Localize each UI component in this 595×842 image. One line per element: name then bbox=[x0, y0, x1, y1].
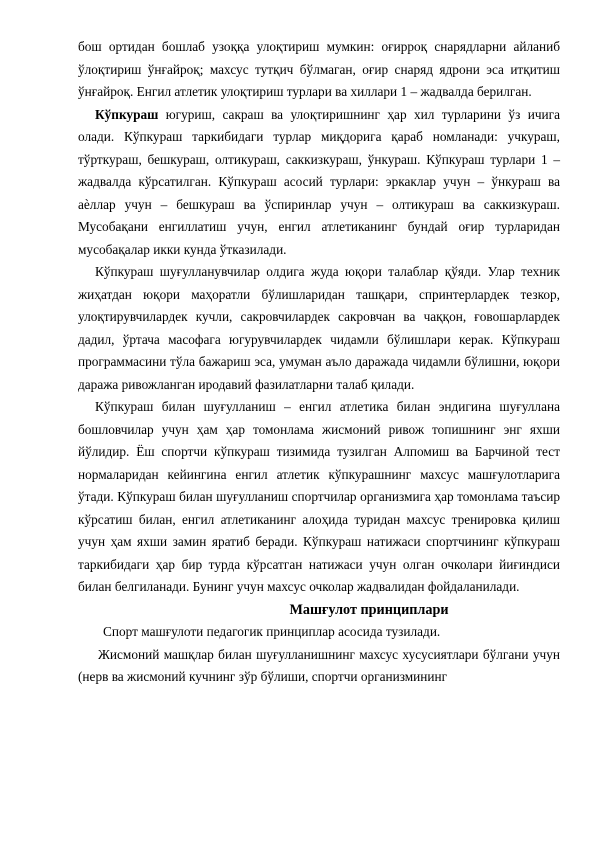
section-heading: Машғулот принциплари bbox=[289, 601, 449, 618]
paragraph-throwing-types: бош ортидан бошлаб узоққа улоқтириш мумкин: оғирроқ снарядларни айланиб ўлоқтириш ўнғайроқ; махсус тутқич бўлмаган, оғир снаряд ядрони эса итқитиш ўнғайроқ. Енгил атлетик улоқтириш турлари ва хиллари 1 – жадвалда берилган. bbox=[78, 39, 560, 99]
term-combined-events: Кўпкураш bbox=[95, 106, 159, 122]
paragraph-physical-exercises: Жисмоний машқлар билан шуғулланишнинг махсус хусусиятлари бўлгани учун (нерв ва жисмоний кучнинг зўр бўлиши, спортчи организмининг bbox=[78, 646, 560, 684]
paragraph-combined-events-training: Кўпкураш билан шуғулланиш – енгил атлетика билан эндигина шуғуллана бошловчилар учун ҳам ҳар томонлама жисмоний ривож топишнинг энг яхши йўлидир. Ёш спортчи кўпкураш тизимида тузилган Алпомиш ва Барчиной тест нормаларидан кейингина енгил атлетик кўпкурашнинг махсус машғулотларига ўтади. Кўпкураш билан шуғулланиш спортчилар организмига ҳар томонлама таъсир кўрсатиш билан, енгил атлетиканинг алоҳида туридан махсус тренировка қилиш учун ҳам яхши замин яратиб беради. Кўпкураш натижаси спортчининг кўпкураш таркибидаги ҳар бир турда кўрсатган натижаси учун олган очколари йиғиндиси билан белгиланади. Бунинг учун махсус очколар жадвалидан фойдаланилади. bbox=[78, 399, 560, 594]
paragraph-combined-events-requirements: Кўпкураш шуғулланувчилар олдига жуда юқори талаблар қўяди. Улар техник жиҳатдан юқори маҳоратли бўлишларидан ташқари, спринтерлардек тезкор, улоқтирувчилардек кучли, сакровчилардек сакровчан ва чаққон, ғовошарлардек дадил, ўртача масофага югурувчилардек чидамли бўлишлари керак. Кўпкураш программасини тўла бажариш эса, умуман аъло даражада чидамли бўлишни, юқори даража ривожланган иродавий фазилатларни талаб қилади. bbox=[78, 264, 560, 392]
paragraph-combined-events-body: югуриш, сакраш ва улоқтиришнинг ҳар хил турларини ўз ичига олади. Кўпкураш таркибидаги турлар миқдорига қараб номланади: учкураш, тўрткураш, бешкураш, олтикураш, саккизкураш, ўнкураш. Кўпкураш турлари 1 – жадвалда кўрсатилган. Кўпкураш асосий турлари: эркаклар учун – ўнкураш ва аѐллар учун – бешкураш ва ўспиринлар учун – олтикураш ва саккизкураш. Мусобақани енгиллатиш учун, енгил атлетиканинг бундай оғир турларидан мусобақалар икки кунда ўтказилади. bbox=[78, 106, 560, 257]
paragraph-combined-events-definition bbox=[78, 104, 560, 262]
paragraph-training-principles: Спорт машғулоти педагогик принциплар асосида тузилади. bbox=[103, 624, 441, 639]
document-page bbox=[78, 36, 560, 689]
